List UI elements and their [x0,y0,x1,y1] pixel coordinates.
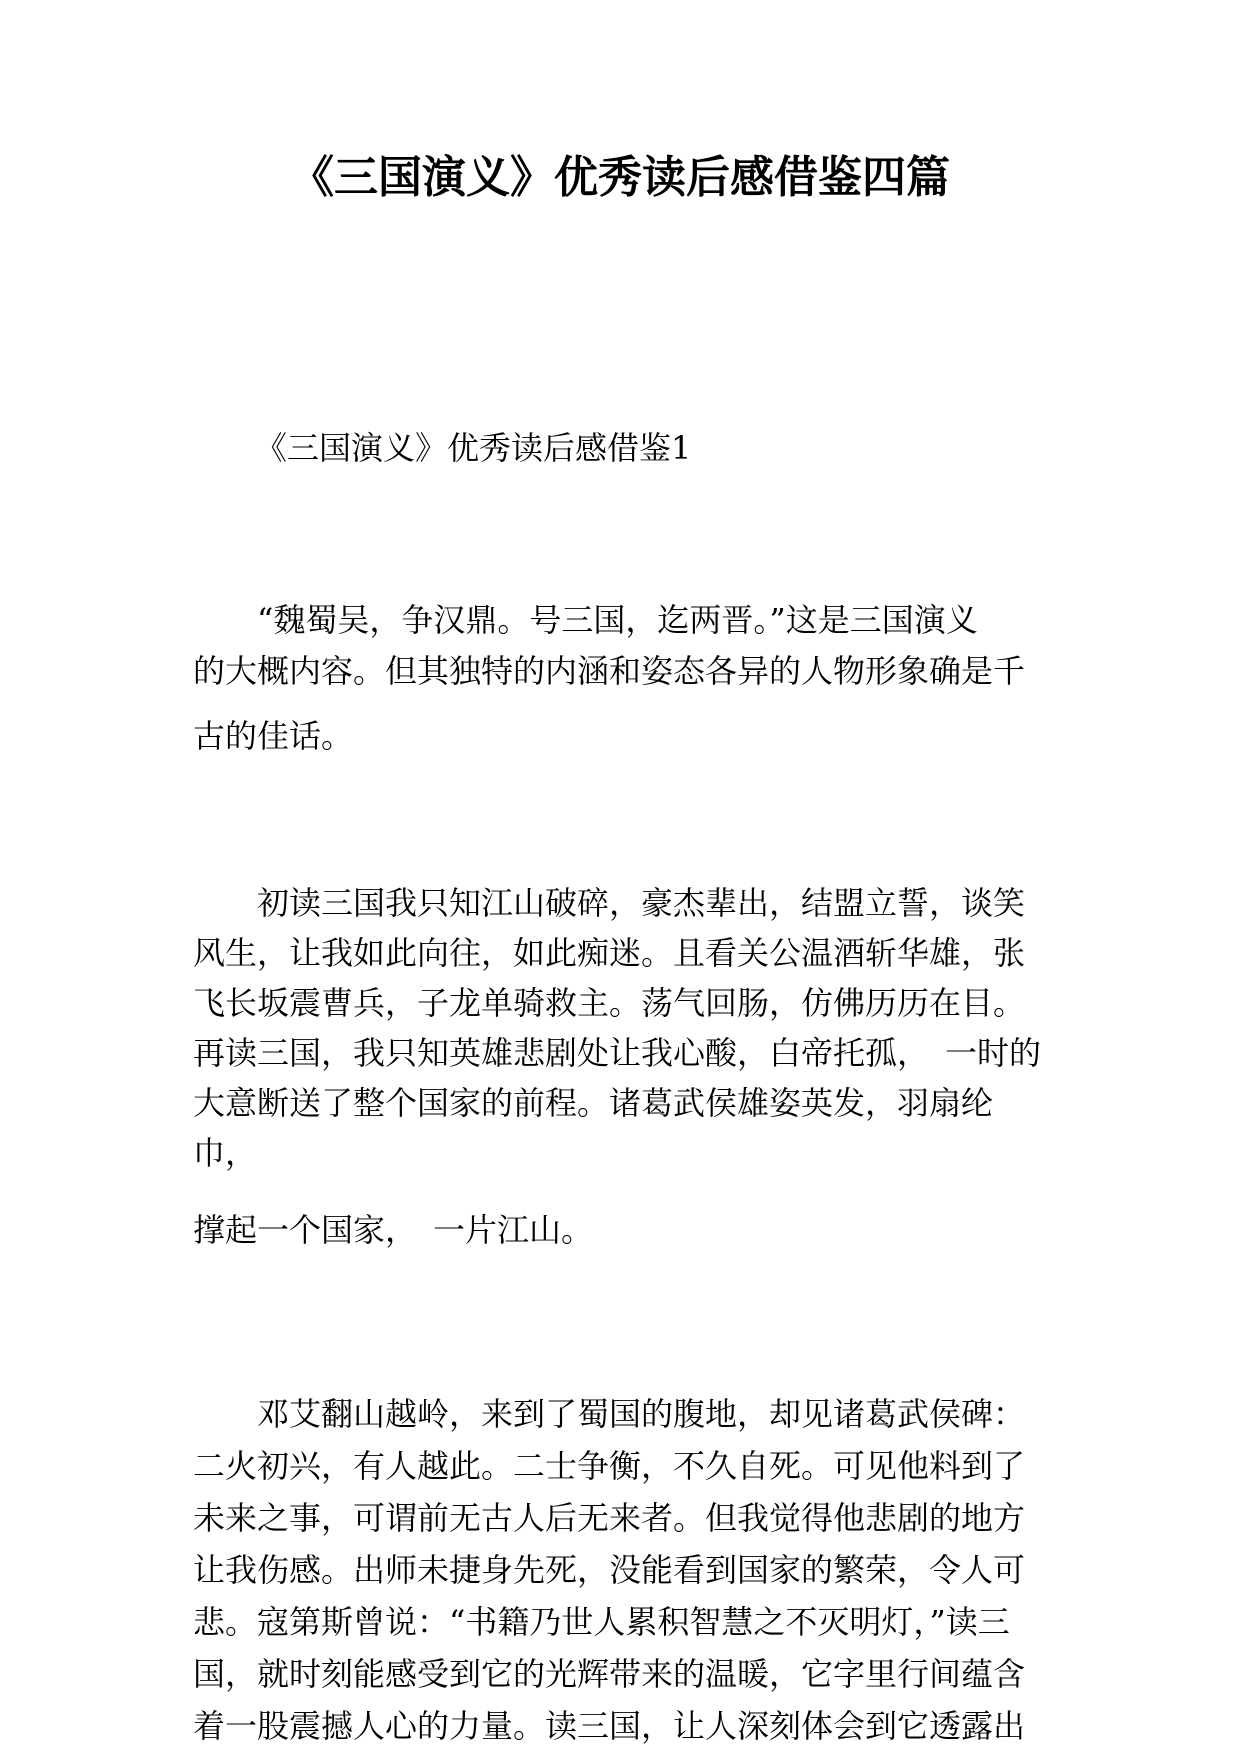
text-line: 未来之事，可谓前无古人后无来者。但我觉得他悲剧的地方 [193,1499,1026,1537]
text-line: 邓艾翻山越岭，来到了蜀国的腹地，却见诸葛武侯碑： [257,1395,1026,1433]
text-line: 大意断送了整个国家的前程。诸葛武侯雄姿英发，羽扇纶 [193,1084,994,1122]
section-heading: 《三国演义》优秀读后感借鉴1 [255,429,692,467]
text-line: “魏蜀吴，争汉鼎。号三国，迄两晋。”这是三国演义 [257,601,978,639]
paragraph-2 [193,878,1053,1178]
text-line: 再读三国，我只知英雄悲剧处让我心酸，白帝托孤， 一时的 [193,1034,1042,1072]
paragraph-3 [193,1205,1053,1256]
text-line: 悲。寇第斯曾说：“书籍乃世人累积智慧之不灭明灯，”读三 [193,1603,1010,1641]
text-line: 风生，让我如此向往，如此痴迷。且看关公温酒斩华雄，张 [193,934,1026,972]
text-line: 初读三国我只知江山破碎，豪杰辈出，结盟立誓，谈笑 [257,884,1026,922]
text-line: 让我伤感。出师未捷身先死，没能看到国家的繁荣，令人可 [193,1551,1026,1589]
page-title: 《三国演义》优秀读后感借鉴四篇 [290,152,950,203]
text-line: 飞长坂震曹兵，子龙单骑救主。荡气回肠，仿佛历历在目。 [193,984,1026,1022]
text-line: 巾， [193,1134,258,1172]
text-line: 撑起一个国家， 一片江山。 [193,1211,594,1249]
text-line: 国，就时刻能感受到它的光辉带来的温暖，它字里行间蕴含 [193,1655,1026,1693]
text-line: 的大概内容。但其独特的内涵和姿态各异的人物形象确是千 [193,652,1026,690]
text-line: 古的佳话。 [193,717,354,755]
paragraph-4 [193,1388,1053,1752]
text-line: 着一股震撼人心的力量。读三国，让人深刻体会到它透露出 [193,1707,1026,1745]
paragraph-1 [193,595,1053,762]
text-line: 二火初兴，有人越此。二士争衡，不久自死。可见他料到了 [193,1447,1026,1485]
